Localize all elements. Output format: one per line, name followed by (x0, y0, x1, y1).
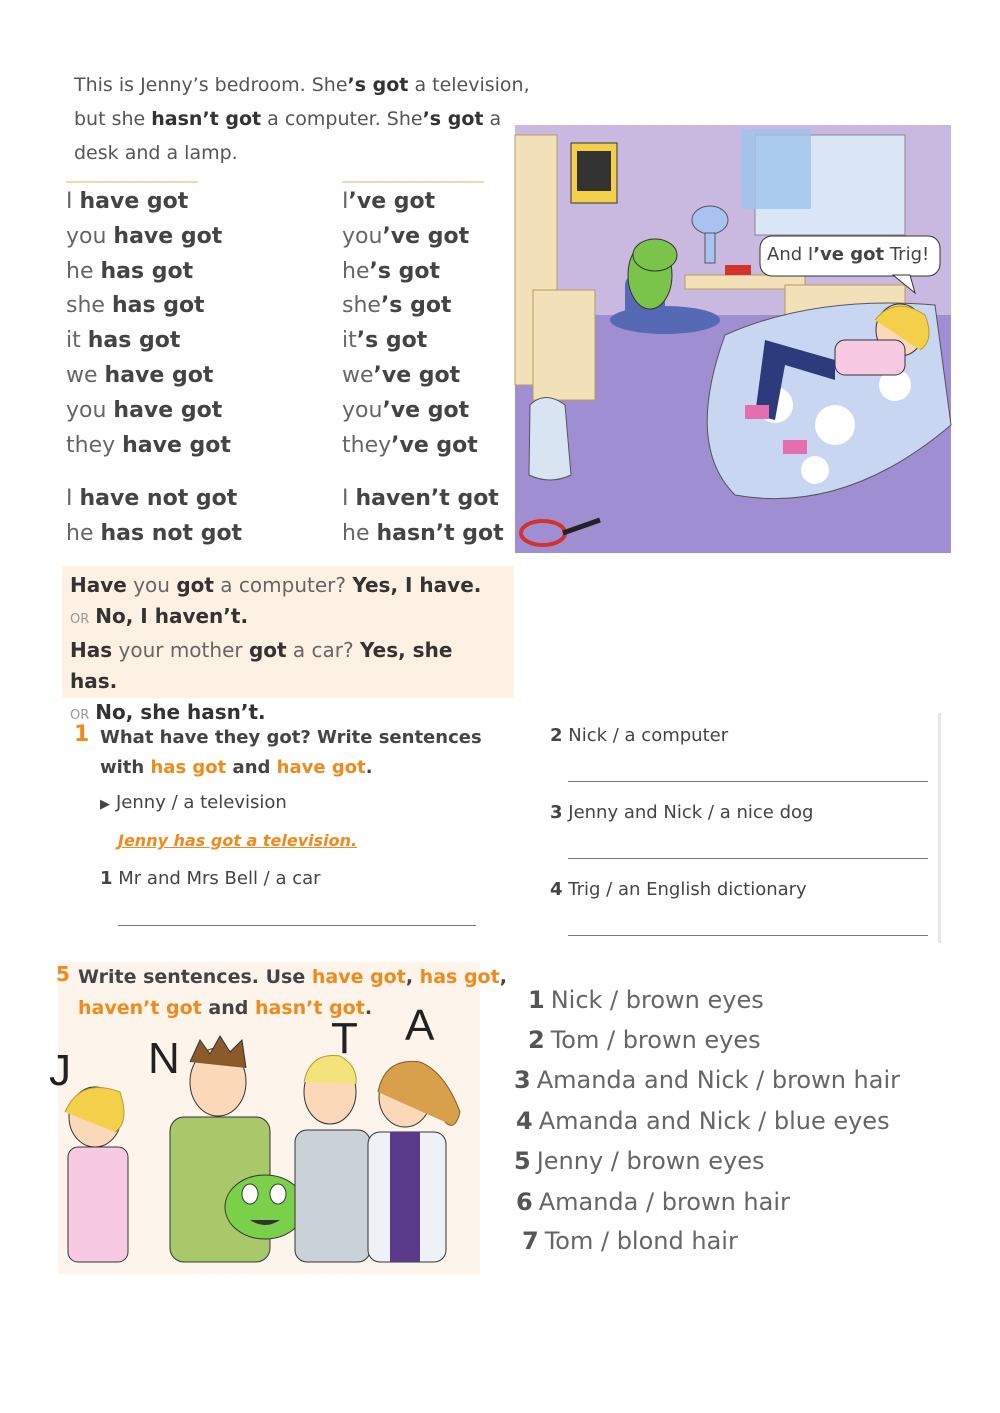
exercise-5-item-6: 6 Amanda / brown hair (516, 1188, 790, 1216)
grammar-row: you have got (66, 397, 223, 423)
column-rule (342, 181, 484, 183)
letter-label-t: T (331, 1014, 358, 1063)
exercise-5-title: Write sentences. Use have got, has got, haven’t got and hasn’t got. (78, 966, 507, 1019)
answer-line[interactable] (568, 935, 928, 936)
speech-bubble-text: And I’ve got Trig! (767, 244, 930, 265)
intro-bold: ’s got (347, 74, 409, 96)
intro-text: a computer. She (261, 108, 423, 130)
answer-line[interactable] (118, 925, 476, 926)
characters-scene (60, 1022, 480, 1262)
grammar-row: they have got (66, 432, 231, 458)
exercise-1-right-panel (540, 713, 941, 943)
question-1: Have you got a computer? Yes, I have. (70, 573, 482, 597)
grammar-negative-short (342, 482, 504, 552)
amanda-figure (368, 1061, 460, 1262)
bedroom-illustration (515, 125, 951, 553)
characters-illustration (60, 1022, 480, 1262)
answer-line[interactable] (568, 858, 928, 859)
grammar-row: he hasn’t got (342, 520, 504, 546)
exercise-1-item-1: 1 Mr and Mrs Bell / a car (100, 868, 321, 889)
grammar-row: it’s got (342, 328, 428, 354)
grammar-row: you have got (66, 223, 223, 249)
example-arrow-icon: ▶ (100, 797, 110, 812)
exercise-5-item-3: 3 Amanda and Nick / brown hair (514, 1066, 901, 1094)
exercise-1-item-3: 3 Jenny and Nick / a nice dog (550, 802, 814, 823)
letter-label-a: A (405, 1001, 435, 1050)
grammar-row: we’ve got (342, 362, 461, 388)
question-answer-box (62, 566, 514, 724)
intro-line-2 (74, 102, 534, 136)
grammar-row: it has got (66, 328, 181, 354)
bedroom-scene (515, 125, 951, 553)
question-2: Has your mother got a car? Yes, she has. (70, 638, 453, 693)
grammar-row: I have not got (66, 486, 238, 511)
exercise-1-number: 1 (74, 722, 90, 747)
intro-text: but she (74, 108, 152, 130)
grammar-row: he has not got (66, 520, 243, 546)
exercise-5-item-7: 7 Tom / blond hair (522, 1227, 738, 1255)
grammar-row: we have got (66, 362, 214, 388)
exercise-1-example: ▶ Jenny / a television (100, 792, 287, 813)
intro-text: a television, (408, 74, 530, 96)
letter-label-j: J (49, 1046, 71, 1095)
tom-figure (295, 1056, 370, 1262)
answer-line[interactable] (568, 781, 928, 782)
example-answer: Jenny has got a television. (118, 831, 358, 850)
grammar-long-forms (66, 185, 231, 463)
jenny-figure (65, 1087, 128, 1262)
grammar-row: you’ve got (342, 397, 470, 423)
grammar-row: they’ve got (342, 432, 478, 458)
column-rule (66, 181, 198, 183)
exercise-1-item-4: 4 Trig / an English dictionary (550, 879, 807, 900)
exercise-5-item-1: 1 Nick / brown eyes (528, 986, 764, 1014)
exercise-5-number: 5 (56, 962, 70, 986)
question-1-negative: OR No, I haven’t. (70, 604, 249, 628)
grammar-row: he’s got (342, 258, 440, 284)
question-2-negative: OR No, she hasn’t. (70, 700, 266, 724)
grammar-row: I haven’t got (342, 486, 499, 511)
exercise-5-item-5: 5 Jenny / brown eyes (514, 1147, 765, 1175)
intro-text: This is Jenny’s bedroom. She (74, 74, 348, 96)
exercise-5-item-2: 2 Tom / brown eyes (528, 1026, 761, 1054)
letter-label-n: N (148, 1034, 180, 1083)
grammar-row: he has got (66, 258, 194, 284)
grammar-row: you’ve got (342, 223, 470, 249)
grammar-negative-long (66, 482, 242, 552)
exercise-1-item-2: 2 Nick / a computer (550, 725, 729, 746)
grammar-row: I’ve got (342, 189, 436, 214)
intro-bold: hasn’t got (151, 108, 262, 130)
exercise-5-item-4: 4 Amanda and Nick / blue eyes (516, 1107, 890, 1135)
intro-paragraph (74, 68, 534, 170)
grammar-row: she’s got (342, 293, 452, 319)
intro-bold: ’s got (422, 108, 484, 130)
grammar-short-forms (342, 185, 478, 463)
grammar-row: she has got (66, 293, 205, 319)
intro-line-1 (74, 68, 534, 102)
intro-text: a (483, 108, 502, 130)
intro-line-3: desk and a lamp. (74, 142, 238, 164)
poster-icon (571, 143, 617, 203)
grammar-row: I have got (66, 189, 189, 214)
trig-figure (225, 1175, 305, 1239)
exercise-1-title: What have they got? Write sentences with has got and have got. (100, 727, 482, 778)
